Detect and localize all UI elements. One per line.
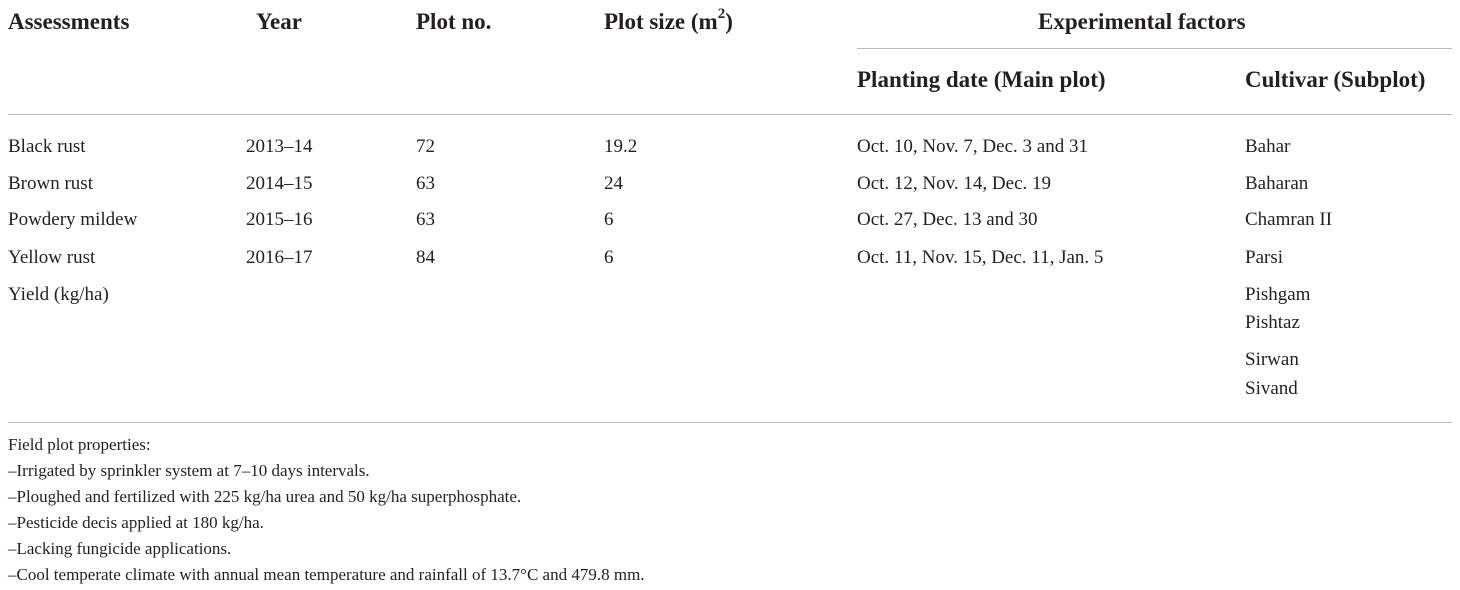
cell-cultivar-extra: Sivand (1245, 378, 1298, 399)
footnote-item: –Cool temperate climate with annual mean temperature and rainfall of 13.7°C and 479.8 mm. (8, 565, 645, 584)
cell-plot-no: 63 (416, 209, 435, 230)
cell-cultivar: Chamran II (1245, 209, 1333, 230)
footnote-item: –Pesticide decis applied at 180 kg/ha. (8, 513, 264, 532)
cell-planting-date: Oct. 12, Nov. 14, Dec. 19 (857, 173, 1052, 194)
footnote-title: Field plot properties: (8, 435, 151, 454)
header-plot-no: Plot no. (416, 9, 492, 34)
header-plot-size (604, 8, 733, 36)
header-plot-size-close: ) (725, 9, 733, 34)
cell-plot-size: 24 (604, 173, 623, 194)
header-planting-date: Planting date (Main plot) (857, 67, 1106, 92)
cell-planting-date: Oct. 10, Nov. 7, Dec. 3 and 31 (857, 136, 1088, 157)
cell-assessment: Brown rust (8, 173, 93, 194)
cell-year: 2014–15 (246, 173, 313, 194)
footnote-item: –Lacking fungicide applications. (8, 539, 232, 558)
table-bottom-rule (8, 422, 1452, 423)
cell-plot-size: 19.2 (604, 136, 638, 157)
cell-assessment: Black rust (8, 136, 86, 157)
cell-plot-size: 6 (604, 209, 614, 230)
cell-planting-date: Oct. 27, Dec. 13 and 30 (857, 209, 1038, 230)
header-plot-size-superscript: 2 (717, 6, 726, 23)
header-experimental-factors: Experimental factors (1038, 9, 1246, 34)
footnote-item: –Ploughed and fertilized with 225 kg/ha urea and 50 kg/ha superphosphate. (8, 487, 522, 506)
cell-plot-no: 72 (416, 136, 435, 157)
footnote-item: –Irrigated by sprinkler system at 7–10 days intervals. (8, 461, 370, 480)
experimental-factors-rule (857, 48, 1452, 49)
header-year: Year (256, 9, 302, 34)
cell-assessment: Yellow rust (8, 247, 96, 268)
cell-plot-no: 63 (416, 173, 435, 194)
cell-cultivar: Parsi (1245, 247, 1283, 268)
header-bottom-rule (8, 114, 1452, 115)
cell-plot-no: 84 (416, 247, 435, 268)
cell-cultivar: Pishgam (1245, 284, 1311, 305)
cell-year: 2015–16 (246, 209, 313, 230)
cell-cultivar: Bahar (1245, 136, 1291, 157)
cell-plot-size: 6 (604, 247, 614, 268)
cell-assessment: Yield (kg/ha) (8, 284, 109, 305)
cell-cultivar-extra: Pishtaz (1245, 312, 1300, 333)
header-plot-size-text: Plot size (m (604, 9, 718, 34)
cell-planting-date: Oct. 11, Nov. 15, Dec. 11, Jan. 5 (857, 247, 1104, 268)
cell-year: 2016–17 (246, 247, 313, 268)
cell-cultivar-extra: Sirwan (1245, 349, 1299, 370)
cell-cultivar: Baharan (1245, 173, 1309, 194)
header-assessments: Assessments (8, 9, 130, 34)
cell-year: 2013–14 (246, 136, 313, 157)
header-cultivar: Cultivar (Subplot) (1245, 67, 1426, 92)
cell-assessment: Powdery mildew (8, 209, 138, 230)
